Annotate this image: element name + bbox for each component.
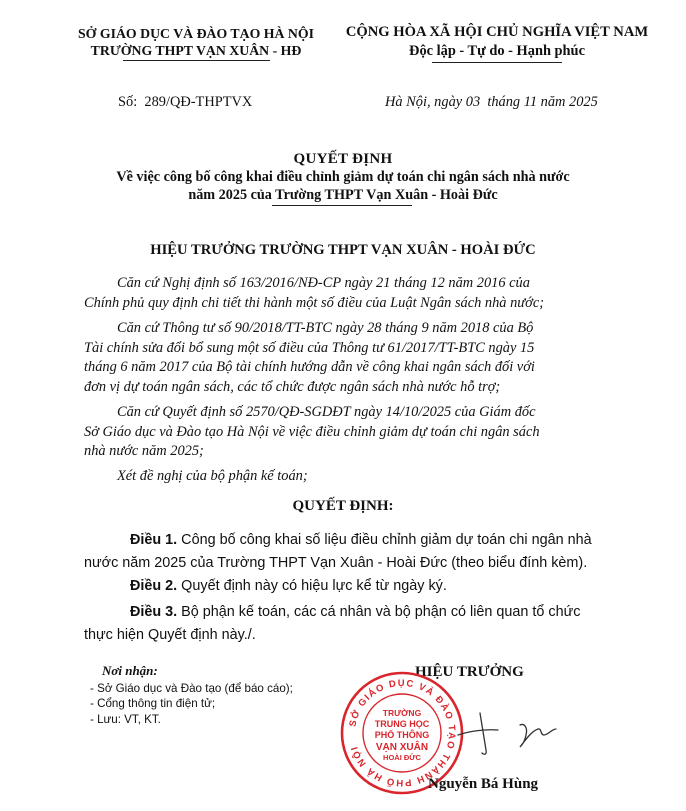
subject-underline — [272, 205, 412, 206]
article-text: thực hiện Quyết định này./. — [84, 627, 256, 643]
stamp-line: PHỔ THÔNG — [374, 730, 430, 740]
school-name: TRƯỜNG THPT VẠN XUÂN - HĐ — [90, 43, 302, 58]
signer-name: Nguyễn Bá Hùng — [428, 776, 539, 792]
document-number: Số: 289/QĐ-THPTVX — [118, 94, 253, 110]
article-label: Điều 1. — [130, 532, 178, 548]
basis-paragraph — [84, 403, 630, 462]
stamp-line: TRƯỜNG — [382, 708, 422, 718]
proposal-line: Xét đề nghị của bộ phận kế toán; — [117, 468, 308, 484]
basis-paragraph — [84, 319, 630, 397]
basis-line: Căn cứ Nghị định số 163/2016/NĐ-CP ngày 21 tháng 12 năm 2016 của — [117, 275, 530, 291]
stamp-line: VẠN XUÂN — [375, 742, 429, 753]
basis-line: Sở Giáo dục và Đào tạo Hà Nội về việc điều chỉnh giảm dự toán chi ngân sách — [84, 423, 540, 440]
article-label: Điều 2. — [130, 578, 178, 594]
basis-line: Chính phủ quy định chi tiết thi hành một số điều của Luật Ngân sách nhà nước; — [84, 294, 545, 311]
subject-line-2: năm 2025 của Trường THPT Vạn Xuân - Hoài Đức — [188, 187, 498, 203]
basis-line: tháng 6 năm 2017 của Bộ tài chính hướng dẫn về công khai ngân sách đối với — [84, 359, 535, 376]
motto-underline — [432, 62, 562, 63]
article-text: Bộ phận kế toán, các cá nhân và bộ phận có liên quan tổ chức — [177, 604, 581, 620]
stamp-line: HOÀI ĐỨC — [383, 753, 421, 762]
article-text: Quyết định này có hiệu lực kể từ ngày ký. — [177, 578, 447, 594]
basis-paragraph — [84, 274, 630, 313]
motto: Độc lập - Tự do - Hạnh phúc — [409, 43, 585, 59]
stamp-ring-text: SỞ GIÁO DỤC VÀ ĐÀO TẠO THÀNH PHỐ HÀ NỘI — [347, 677, 458, 789]
article-2 — [84, 576, 644, 596]
recipient-item: - Cổng thông tin điện tử; — [90, 697, 216, 711]
stamp-line: TRUNG HỌC — [374, 719, 430, 729]
agency-name: SỞ GIÁO DỤC VÀ ĐÀO TẠO HÀ NỘI — [78, 26, 314, 41]
basis-line: nhà nước năm 2025; — [84, 443, 204, 460]
recipient-item: - Lưu: VT, KT. — [90, 712, 161, 726]
article-text: Công bố công khai số liệu điều chỉnh giảm dự toán chi ngân nhà — [177, 532, 592, 548]
proposal-paragraph — [84, 467, 630, 487]
signer-title: HIỆU TRƯỞNG — [415, 664, 524, 680]
basis-line: Tài chính sửa đổi bổ sung một số điều của Thông tư 61/2017/TT-BTC ngày 15 — [84, 339, 535, 356]
basis-line: Căn cứ Quyết định số 2570/QĐ-SGDĐT ngày 14/10/2025 của Giám đốc — [117, 404, 536, 420]
basis-line: đơn vị dự toán ngân sách, các tổ chức được ngân sách nhà nước hỗ trợ; — [84, 378, 501, 395]
article-3 — [84, 602, 644, 645]
article-text: nước năm 2025 của Trường THPT Vạn Xuân - Hoài Đức (theo biểu đính kèm). — [84, 555, 588, 571]
recipients-list — [90, 681, 293, 727]
country-name: CỘNG HÒA XÃ HỘI CHỦ NGHĨA VIỆT NAM — [345, 24, 649, 40]
subject-line-1: Về việc công bố công khai điều chỉnh giảm dự toán chi ngân sách nhà nước — [116, 169, 570, 185]
basis-line: Căn cứ Thông tư số 90/2018/TT-BTC ngày 28 tháng 9 năm 2018 của Bộ — [117, 320, 534, 336]
article-label: Điều 3. — [130, 604, 178, 620]
article-1 — [84, 530, 644, 573]
handwritten-signature — [440, 695, 590, 765]
place-date: Hà Nội, ngày 03 tháng 11 năm 2025 — [385, 94, 598, 110]
decide-heading: QUYẾT ĐỊNH: — [292, 498, 394, 514]
document-heading: QUYẾT ĐỊNH — [293, 151, 393, 167]
authority-title: HIỆU TRƯỞNG TRƯỜNG THPT VẠN XUÂN - HOÀI ĐỨC — [150, 242, 536, 258]
school-underline — [123, 60, 270, 61]
recipients-title: Nơi nhận: — [102, 663, 158, 678]
recipient-item: - Sở Giáo dục và Đào tạo (để báo cáo); — [90, 682, 293, 695]
